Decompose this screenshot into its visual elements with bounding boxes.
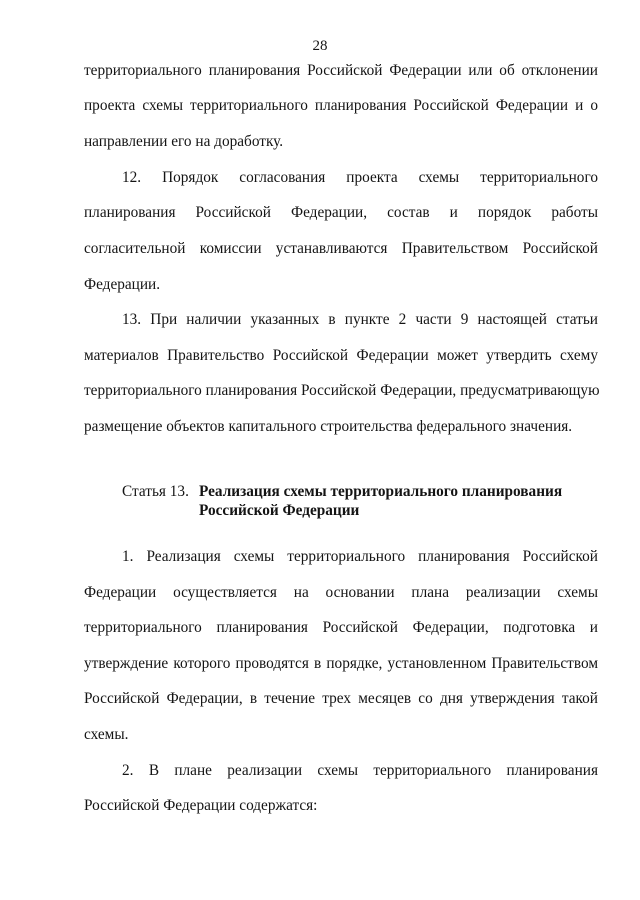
article-title-line: Реализация схемы территориального планирования	[199, 483, 563, 500]
text-line: территориального планирования Российской Федерации или об отклонении	[84, 62, 598, 79]
article-paragraph-1-line: Российской Федерации, в течение трех месяцев со дня утверждения такой	[84, 690, 598, 707]
paragraph-12-line: Федерации.	[84, 276, 161, 293]
article-paragraph-1-line: территориального планирования Российской Федерации, подготовка и	[84, 619, 598, 636]
article-paragraph-1-line: схемы.	[84, 726, 129, 743]
paragraph-13-line: размещение объектов капитального строительства федерального значения.	[84, 418, 573, 435]
article-label: Статья 13.	[122, 483, 189, 500]
page-number: 28	[312, 38, 328, 54]
article-title	[199, 482, 562, 520]
text-line: проекта схемы территориального планирования Российской Федерации и о	[84, 97, 598, 114]
paragraph-13-line: 13. При наличии указанных в пункте 2 части 9 настоящей статьи	[122, 311, 598, 328]
article-paragraph-1-line: Федерации осуществляется на основании плана реализации схемы	[84, 584, 598, 601]
paragraph-12-line: планирования Российской Федерации, состав и порядок работы	[84, 204, 598, 221]
paragraph-13-line: территориального планирования Российской Федерации, предусматривающую	[84, 382, 600, 399]
article-paragraph-1-line: 1. Реализация схемы территориального планирования Российской	[122, 548, 598, 565]
paragraph-12-line: 12. Порядок согласования проекта схемы территориального	[122, 169, 598, 186]
article-paragraph-2-line: Российской Федерации содержатся:	[84, 797, 318, 814]
paragraph-13-line: материалов Правительство Российской Федерации может утвердить схему	[84, 347, 598, 364]
article-title-line: Российской Федерации	[199, 502, 360, 519]
text-line: направлении его на доработку.	[84, 133, 284, 150]
article-paragraph-2-line: 2. В плане реализации схемы территориального планирования	[122, 762, 598, 779]
paragraph-12-line: согласительной комиссии устанавливаются Правительством Российской	[84, 240, 598, 257]
article-paragraph-1-line: утверждение которого проводятся в порядке, установленном Правительством	[84, 655, 598, 672]
